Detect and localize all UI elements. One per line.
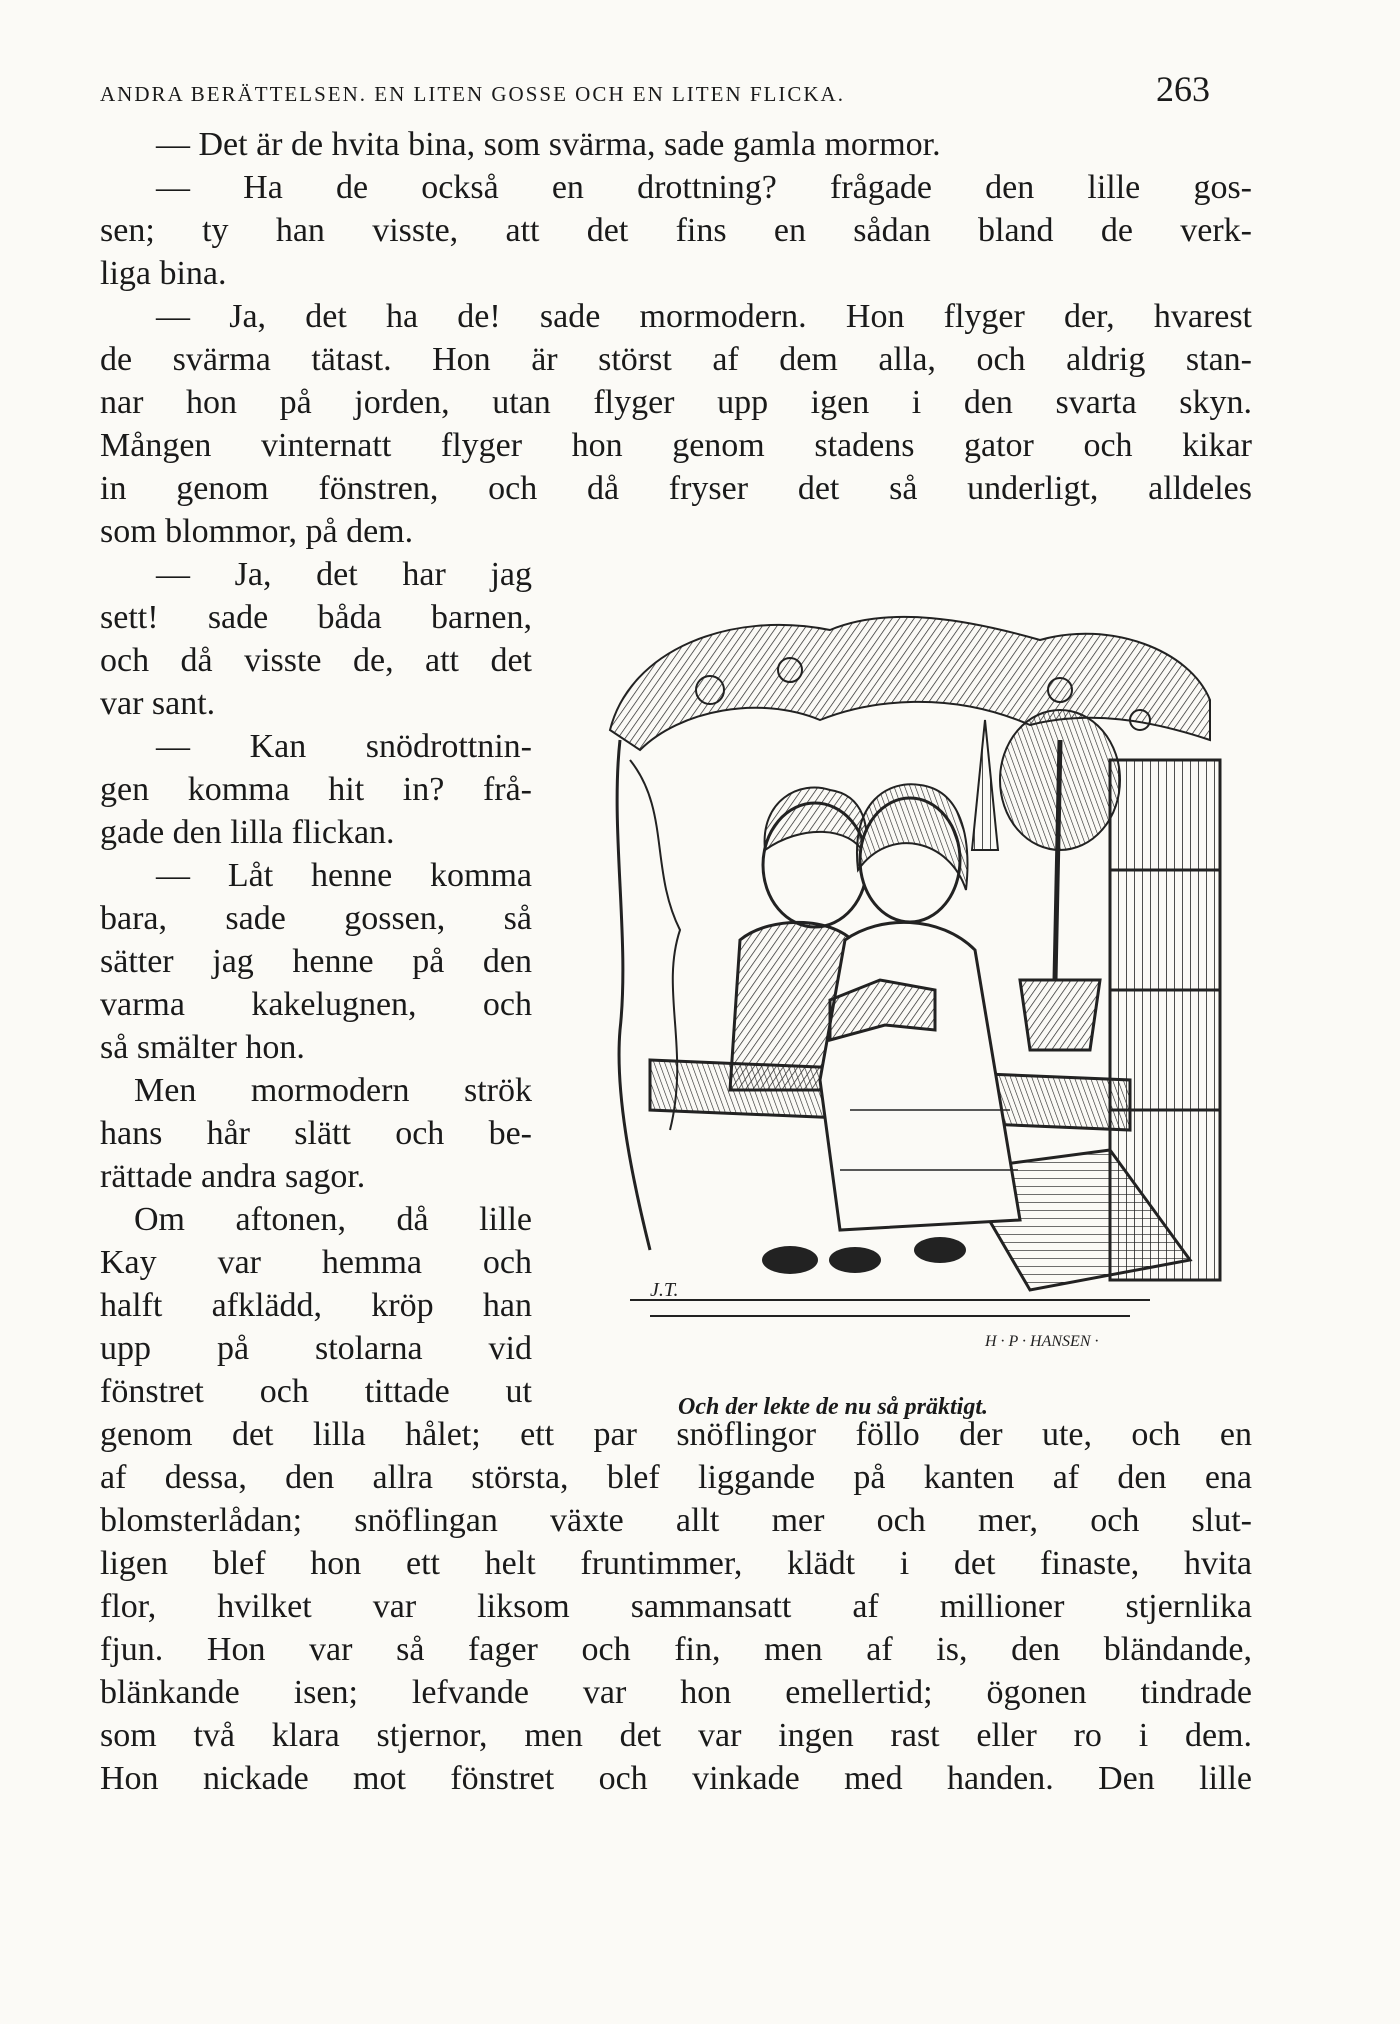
text-line: bara, sade gossen, så <box>100 900 532 937</box>
text-line: nar hon på jorden, utan flyger upp igen i den svarta skyn. <box>100 384 1252 421</box>
text-line: sen; ty han visste, att det fins en sådan bland de verk- <box>100 212 1252 249</box>
text-line: upp på stolarna vid <box>100 1330 532 1367</box>
text-line: Mången vinternatt flyger hon genom stadens gator och kikar <box>100 427 1252 464</box>
text-line: som blommor, på dem. <box>100 513 414 550</box>
text-line: de svärma tätast. Hon är störst af dem alla, och aldrig stan- <box>100 341 1252 378</box>
running-head: ANDRA BERÄTTELSEN. EN LITEN GOSSE OCH EN LITEN FLICKA. <box>100 82 845 106</box>
text-line: gen komma hit in? frå- <box>100 771 532 808</box>
text-line: som två klara stjernor, men det var ingen rast eller ro i dem. <box>100 1717 1252 1754</box>
text-line: blänkande isen; lefvande var hon emellertid; ögonen tindrade <box>100 1674 1252 1711</box>
text-line: sätter jag henne på den <box>100 943 532 980</box>
engraver-signature-left: J.T. <box>650 1279 679 1301</box>
text-line: halft afklädd, kröp han <box>100 1287 532 1324</box>
text-line: in genom fönstren, och då fryser det så underligt, alldeles <box>100 470 1252 507</box>
text-line: Om aftonen, då lille <box>134 1201 532 1238</box>
text-line: fönstret och tittade ut <box>100 1373 532 1410</box>
text-line: fjun. Hon var så fager och fin, men af is, den bländande, <box>100 1631 1252 1668</box>
page-number: 263 <box>1156 69 1210 109</box>
text-line: sett! sade båda barnen, <box>100 599 532 636</box>
text-line: Hon nickade mot fönstret och vinkade med handen. Den lille <box>100 1760 1252 1797</box>
page-header <box>100 68 1210 110</box>
text-line: varma kakelugnen, och <box>100 986 532 1023</box>
text-line: — Ha de också en drottning? frågade den lille gos- <box>156 169 1252 206</box>
text-line: ligen blef hon ett helt fruntimmer, klädt i det finaste, hvita <box>100 1545 1252 1582</box>
text-line: genom det lilla hålet; ett par snöflingor föllo der ute, och en <box>100 1416 1252 1453</box>
engraver-signature-right: H · P · HANSEN · <box>985 1333 1099 1350</box>
text-line: var sant. <box>100 685 216 722</box>
text-line: hans hår slätt och be- <box>100 1115 532 1152</box>
text-line: — Ja, det ha de! sade mormodern. Hon flyger der, hvarest <box>156 298 1252 335</box>
text-line: gade den lilla flickan. <box>100 814 395 851</box>
text-line: liga bina. <box>100 255 227 292</box>
engraving-illustration <box>590 610 1230 1370</box>
text-line: — Låt henne komma <box>156 857 532 894</box>
text-line: — Ja, det har jag <box>156 556 532 593</box>
text-line: så smälter hon. <box>100 1029 305 1066</box>
text-line: af dessa, den allra största, blef liggande på kanten af den ena <box>100 1459 1252 1496</box>
text-line: Men mormodern strök <box>134 1072 532 1109</box>
text-line: och då visste de, att det <box>100 642 532 679</box>
text-line: Kay var hemma och <box>100 1244 532 1281</box>
text-line: flor, hvilket var liksom sammansatt af millioner stjernlika <box>100 1588 1252 1625</box>
text-line: — Kan snödrottnin- <box>156 728 532 765</box>
text-line: rättade andra sagor. <box>100 1158 366 1195</box>
text-line: — Det är de hvita bina, som svärma, sade gamla mormor. <box>156 126 941 163</box>
illustration-caption: Och der lekte de nu så präktigt. <box>678 1394 988 1420</box>
text-line: blomsterlådan; snöflingan växte allt mer och mer, och slut- <box>100 1502 1252 1539</box>
